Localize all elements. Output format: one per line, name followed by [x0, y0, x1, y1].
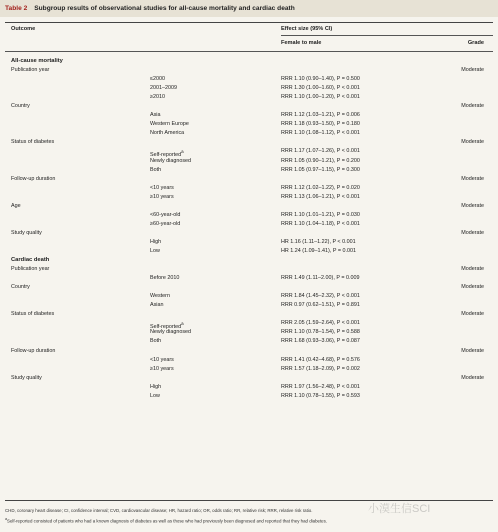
effect-size-cell: RRR 2.05 (1.59–2.64), P < 0.001: [281, 320, 360, 327]
table-label: Table 2: [5, 5, 28, 12]
subgroup-cell: Before 2010: [150, 275, 180, 282]
subgroup-row: [0, 310, 498, 319]
effect-size-cell: RRR 1.10 (1.04–1.18), P < 0.001: [281, 220, 360, 227]
section-row: [0, 256, 498, 265]
header-female-to-male: Female to male: [281, 40, 322, 46]
outcome-cell: Age: [11, 202, 21, 209]
effect-size-cell: RRR 1.10 (1.00–1.20), P < 0.001: [281, 94, 360, 101]
table-row: [0, 111, 498, 120]
effect-size-cell: RRR 1.12 (1.02–1.22), P = 0.020: [281, 184, 360, 191]
subgroup-cell: <60-year-old: [150, 211, 181, 218]
subgroup-row: [0, 202, 498, 211]
subgroup-cell: <10 years: [150, 184, 174, 191]
subgroup-cell: Newly diagnosed: [150, 329, 192, 336]
table-row: [0, 93, 498, 102]
table-row: [0, 211, 498, 220]
effect-size-cell: RRR 1.10 (0.78–1.55), P = 0.593: [281, 392, 360, 399]
table-row: [0, 392, 498, 401]
outcome-cell: Country: [11, 284, 30, 291]
effect-size-cell: RRR 1.18 (0.93–1.50), P = 0.180: [281, 121, 360, 128]
table-row: [0, 120, 498, 129]
grade-cell: Moderate: [461, 347, 484, 354]
table-row: [0, 84, 498, 93]
outcome-cell: Publication year: [11, 67, 50, 74]
effect-size-cell: RRR 1.41 (0.42–4.68), P = 0.576: [281, 356, 360, 363]
table-row: [0, 274, 498, 283]
grade-cell: Moderate: [461, 175, 484, 182]
table-body: [0, 57, 498, 401]
outcome-cell: Publication year: [11, 266, 50, 273]
subgroup-cell: Western: [150, 293, 170, 300]
subgroup-cell: ≥10 years: [150, 193, 174, 200]
footnote-text: Self-reported consisted of patients who had a known diagnosis of diabetes as well as those who had previously been diagnosed and reported that they had diabetes.: [7, 518, 328, 524]
subgroup-row: [0, 175, 498, 184]
grade-cell: Moderate: [461, 374, 484, 381]
effect-size-cell: RRR 1.05 (0.97–1.15), P = 0.300: [281, 166, 360, 173]
section-row: [0, 57, 498, 66]
table-row: [0, 356, 498, 365]
header-top-rule: [5, 22, 493, 23]
effect-size-cell: RRR 1.10 (0.78–1.54), P = 0.588: [281, 329, 360, 336]
outcome-cell: Status of diabetes: [11, 139, 55, 146]
subgroup-cell: Self-reported$^a$: [150, 149, 184, 159]
subgroup-cell: Asian: [150, 302, 164, 309]
subgroup-cell: High: [150, 383, 162, 390]
subgroup-cell: Both: [150, 166, 162, 173]
table-row: [0, 184, 498, 193]
subgroup-cell: ≥2010: [150, 94, 165, 101]
table-row: [0, 301, 498, 310]
grade-cell: Moderate: [461, 266, 484, 273]
subgroup-row: [0, 229, 498, 238]
table-row: [0, 337, 498, 346]
grade-cell: Moderate: [461, 284, 484, 291]
subgroup-cell: Self-reported$^a$: [150, 321, 184, 331]
effect-size-cell: RRR 1.17 (1.07–1.26), P < 0.001: [281, 148, 360, 155]
outcome-cell: All-cause mortality: [11, 58, 63, 64]
subgroup-cell: Low: [150, 392, 160, 399]
table-row: [0, 157, 498, 166]
subgroup-row: [0, 102, 498, 111]
subgroup-row: [0, 283, 498, 292]
table-row: [0, 220, 498, 229]
footnote-abbreviations: CHD, coronary heart disease; CI, confidence interval; CVD, cardiovascular disease; HR, hazard ratio; OR, odds ratio; RR, relative risk; RRR, relative risk ratio.: [5, 508, 313, 513]
effect-size-cell: RRR 1.49 (1.11–2.00), P = 0.009: [281, 275, 360, 282]
subgroup-cell: ≤2000: [150, 76, 165, 83]
footnote-self-reported: $^a$Self-reported consisted of patients who had a known diagnosis of diabetes as well as those who had previously been diagnosed and reported that they had diabetes.: [5, 517, 328, 524]
subgroup-cell: <10 years: [150, 356, 174, 363]
table-row: [0, 328, 498, 337]
effect-size-cell: RRR 1.84 (1.45–2.32), P < 0.001: [281, 293, 360, 300]
subgroup-row: [0, 347, 498, 356]
subgroup-row: [0, 138, 498, 147]
subgroup-cell: Low: [150, 247, 160, 254]
grade-cell: Moderate: [461, 103, 484, 110]
header-spanner-rule: [281, 35, 493, 36]
subgroup-cell: Asia: [150, 112, 161, 119]
effect-size-cell: RRR 1.13 (1.06–1.21), P < 0.001: [281, 193, 360, 200]
grade-cell: Moderate: [461, 139, 484, 146]
table-row: [0, 75, 498, 84]
outcome-cell: Cardiac death: [11, 257, 50, 264]
subgroup-row: [0, 66, 498, 75]
grade-cell: Moderate: [461, 67, 484, 74]
effect-size-cell: RRR 1.05 (0.90–1.21), P = 0.200: [281, 157, 360, 164]
table-row: [0, 365, 498, 374]
subgroup-cell: 2001–2009: [150, 85, 177, 92]
effect-size-cell: HR 1.16 (1.11–1.22), P < 0.001: [281, 238, 356, 245]
effect-size-cell: RRR 1.10 (0.90–1.40), P = 0.500: [281, 76, 360, 83]
subgroup-cell: Western Europe: [150, 121, 189, 128]
header-grade: Grade: [467, 40, 484, 46]
outcome-cell: Study quality: [11, 374, 42, 381]
table-row: [0, 238, 498, 247]
outcome-cell: Follow-up duration: [11, 175, 56, 182]
effect-size-cell: HR 1.24 (1.09–1.41), P = 0.001: [281, 247, 356, 254]
effect-size-cell: RRR 1.10 (1.01–1.21), P = 0.030: [281, 211, 360, 218]
table-row: [0, 383, 498, 392]
grade-cell: Moderate: [461, 202, 484, 209]
effect-size-cell: RRR 1.12 (1.03–1.21), P = 0.006: [281, 112, 360, 119]
table-row: [0, 319, 498, 331]
subgroup-cell: ≥10 years: [150, 365, 174, 372]
grade-cell: Moderate: [461, 229, 484, 236]
subgroup-cell: High: [150, 238, 162, 245]
outcome-cell: Follow-up duration: [11, 347, 56, 354]
table-title: Subgroup results of observational studies for all-cause mortality and cardiac death: [34, 5, 295, 12]
header-outcome: Outcome: [11, 26, 36, 32]
subgroup-cell: Both: [150, 338, 162, 345]
watermark-text: 小漠生信SCI: [368, 503, 431, 515]
grade-cell: Moderate: [461, 311, 484, 318]
table-row: [0, 292, 498, 301]
table-row: [0, 129, 498, 138]
table-row: [0, 247, 498, 256]
effect-size-cell: RRR 1.68 (0.93–3.06), P = 0.087: [281, 338, 360, 345]
outcome-cell: Study quality: [11, 229, 42, 236]
effect-size-cell: RRR 0.97 (0.62–1.51), P = 0.891: [281, 302, 360, 309]
effect-size-cell: RRR 1.57 (1.18–2.09), P = 0.002: [281, 365, 360, 372]
subgroup-row: [0, 374, 498, 383]
table-row: [0, 147, 498, 159]
outcome-cell: Country: [11, 103, 30, 110]
subgroup-row: [0, 265, 498, 274]
header-bottom-rule: [5, 51, 493, 52]
effect-size-cell: RRR 1.10 (1.08–1.12), P < 0.001: [281, 130, 360, 137]
outcome-cell: Status of diabetes: [11, 311, 55, 318]
table-title-bar: [0, 0, 498, 17]
effect-size-cell: RRR 1.30 (1.00–1.60), P < 0.001: [281, 85, 360, 92]
subgroup-cell: ≥60-year-old: [150, 220, 181, 227]
subgroup-cell: Newly diagnosed: [150, 157, 192, 164]
table-row: [0, 166, 498, 175]
header-effect-size: Effect size (95% CI): [281, 26, 333, 32]
effect-size-cell: RRR 1.97 (1.56–2.48), P < 0.001: [281, 383, 360, 390]
subgroup-cell: North America: [150, 130, 185, 137]
table-row: [0, 193, 498, 202]
